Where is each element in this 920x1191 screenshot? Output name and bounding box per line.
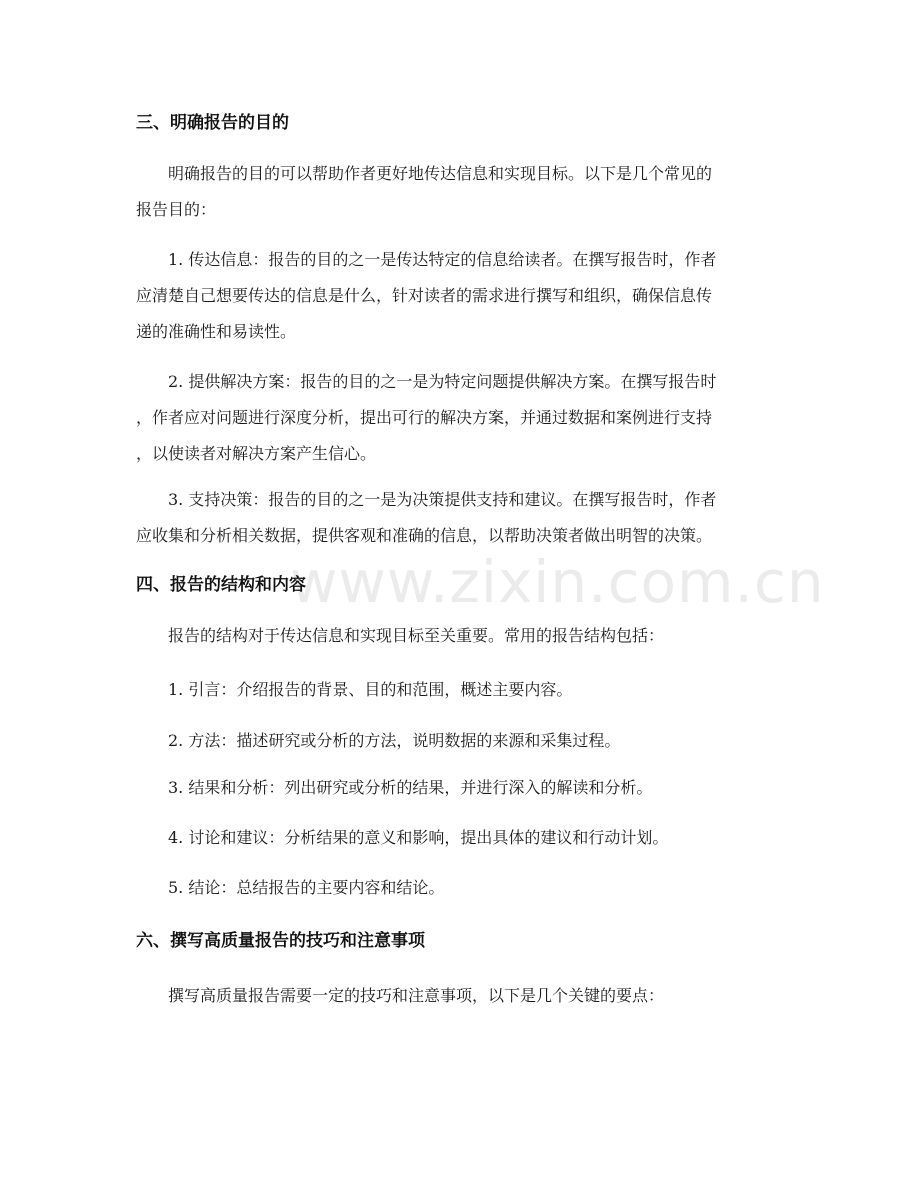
paragraph-line: 递的准确性和易读性。 xyxy=(136,322,297,341)
section-3-item-1 xyxy=(136,242,786,350)
section-6-heading: 六、撰写高质量报告的技巧和注意事项 xyxy=(136,931,425,951)
list-item: 3. 结果和分析：列出研究或分析的结果，并进行深入的解读和分析。 xyxy=(168,778,653,797)
paragraph-line: ，作者应对问题进行深度分析，提出可行的解决方案，并通过数据和案例进行支持 xyxy=(136,408,713,427)
list-item: 4. 讨论和建议：分析结果的意义和影响，提出具体的建议和行动计划。 xyxy=(168,828,669,847)
paragraph-line: 应清楚自己想要传达的信息是什么，针对读者的需求进行撰写和组织，确保信息传 xyxy=(136,286,713,305)
paragraph-line: 3. 支持决策：报告的目的之一是为决策提供支持和建议。在撰写报告时，作者 xyxy=(168,490,717,509)
section-3-item-2 xyxy=(136,364,786,472)
paragraph-line: ，以使读者对解决方案产生信心。 xyxy=(136,444,377,463)
section-4-intro xyxy=(136,618,786,654)
paragraph-line: 1. 传达信息：报告的目的之一是传达特定的信息给读者。在撰写报告时，作者 xyxy=(168,250,717,269)
list-item: 1. 引言：介绍报告的背景、目的和范围，概述主要内容。 xyxy=(168,680,573,699)
list-item: 2. 方法：描述研究或分析的方法，说明数据的来源和采集过程。 xyxy=(168,731,621,750)
section-3-item-3 xyxy=(136,482,786,554)
section-3-intro xyxy=(136,156,786,228)
section-4-item-5 xyxy=(136,870,786,906)
section-4-item-1 xyxy=(136,672,786,708)
section-4-item-2 xyxy=(136,723,786,759)
list-item: 5. 结论：总结报告的主要内容和结论。 xyxy=(168,878,445,897)
paragraph-line: 报告目的： xyxy=(136,200,217,219)
section-3-heading: 三、明确报告的目的 xyxy=(136,113,289,133)
paragraph-line: 撰写高质量报告需要一定的技巧和注意事项，以下是几个关键的要点： xyxy=(168,986,665,1005)
section-4-heading: 四、报告的结构和内容 xyxy=(136,575,306,595)
paragraph-line: 应收集和分析相关数据，提供客观和准确的信息，以帮助决策者做出明智的决策。 xyxy=(136,526,713,545)
paragraph-line: 报告的结构对于传达信息和实现目标至关重要。常用的报告结构包括： xyxy=(168,626,665,645)
section-6-intro xyxy=(136,978,786,1014)
section-4-item-3 xyxy=(136,770,786,806)
watermark: www.zixin.com.cn xyxy=(290,548,825,616)
paragraph-line: 2. 提供解决方案：报告的目的之一是为特定问题提供解决方案。在撰写报告时 xyxy=(168,372,717,391)
paragraph-line: 明确报告的目的可以帮助作者更好地传达信息和实现目标。以下是几个常见的 xyxy=(168,164,713,183)
section-4-item-4 xyxy=(136,820,786,856)
